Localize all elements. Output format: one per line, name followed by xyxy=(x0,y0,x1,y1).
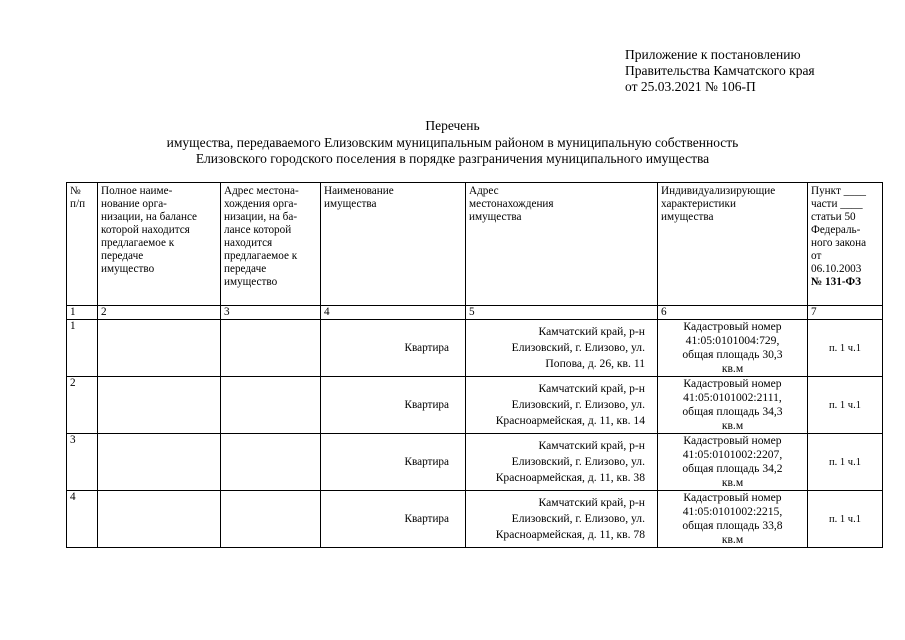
appendix-block xyxy=(625,47,815,95)
row-number: 1 xyxy=(67,320,98,377)
characteristics-cell: Кадастровый номер 41:05:0101002:2215, общая площадь 33,8 кв.м xyxy=(658,491,808,548)
appendix-line-2: Правительства Камчатского края xyxy=(625,63,815,78)
org-address-cell xyxy=(221,491,321,548)
row-number: 4 xyxy=(67,491,98,548)
header-cell: Полное наиме- нование орга- низации, на балансе которой находится предлагаемое к передаче имущество xyxy=(98,183,221,306)
property-name-cell: Квартира xyxy=(321,491,466,548)
property-address-cell: Камчатский край, р-н Елизовский, г. Елизово, ул. Красноармейская, д. 11, кв. 38 xyxy=(466,434,658,491)
law-point-cell: п. 1 ч.1 xyxy=(808,491,883,548)
property-name-cell: Квартира xyxy=(321,434,466,491)
characteristics-cell: Кадастровый номер 41:05:0101002:2111, общая площадь 34,3 кв.м xyxy=(658,377,808,434)
column-number-row xyxy=(67,306,883,320)
header-cell: № п/п xyxy=(67,183,98,306)
header-cell xyxy=(808,183,883,306)
title-line-2: имущества, передаваемого Елизовским муниципальным районом в муниципальную собственность xyxy=(166,134,739,150)
row-number: 3 xyxy=(67,434,98,491)
characteristics-cell: Кадастровый номер 41:05:0101004:729, общая площадь 30,3 кв.м xyxy=(658,320,808,377)
column-number: 4 xyxy=(321,306,466,320)
header-cell: Индивидуализирующие характеристики имущества xyxy=(658,183,808,306)
law-point-cell: п. 1 ч.1 xyxy=(808,377,883,434)
law-point-cell: п. 1 ч.1 xyxy=(808,434,883,491)
org-cell xyxy=(98,434,221,491)
property-address-cell: Камчатский край, р-н Елизовский, г. Елизово, ул. Красноармейская, д. 11, кв. 14 xyxy=(466,377,658,434)
column-number: 5 xyxy=(466,306,658,320)
header-law-number: № 131-ФЗ xyxy=(811,276,862,288)
title-line-3: Елизовского городского поселения в порядке разграничения муниципального имущества xyxy=(195,151,710,166)
header-cell: Адрес местонахождения имущества xyxy=(466,183,658,306)
header-cell: Наименование имущества xyxy=(321,183,466,306)
table-row xyxy=(67,491,883,548)
column-number: 2 xyxy=(98,306,221,320)
document-title xyxy=(0,118,905,168)
appendix-line-1: Приложение к постановлению xyxy=(625,47,801,62)
table-row xyxy=(67,320,883,377)
row-number: 2 xyxy=(67,377,98,434)
property-address-cell: Камчатский край, р-н Елизовский, г. Елизово, ул. Попова, д. 26, кв. 11 xyxy=(466,320,658,377)
characteristics-cell: Кадастровый номер 41:05:0101002:2207, общая площадь 34,2 кв.м xyxy=(658,434,808,491)
table-row xyxy=(67,377,883,434)
header-cell: Адрес местона- хождения орга- низации, на ба- лансе которой находится предлагаемое к передаче имущество xyxy=(221,183,321,306)
header-point-text: Пункт ____ части ____ статьи 50 Федераль- ного закона от 06.10.2003 xyxy=(811,185,867,275)
column-number: 1 xyxy=(67,306,98,320)
law-point-cell: п. 1 ч.1 xyxy=(808,320,883,377)
column-number: 3 xyxy=(221,306,321,320)
property-name-cell: Квартира xyxy=(321,320,466,377)
column-number: 7 xyxy=(808,306,883,320)
org-address-cell xyxy=(221,320,321,377)
appendix-line-3: от 25.03.2021 № 106-П xyxy=(625,79,756,94)
title-line-1: Перечень xyxy=(425,118,480,133)
table-row xyxy=(67,434,883,491)
column-number: 6 xyxy=(658,306,808,320)
org-cell xyxy=(98,320,221,377)
org-cell xyxy=(98,377,221,434)
org-address-cell xyxy=(221,434,321,491)
property-address-cell: Камчатский край, р-н Елизовский, г. Елизово, ул. Красноармейская, д. 11, кв. 78 xyxy=(466,491,658,548)
table-header-row xyxy=(67,183,883,306)
org-address-cell xyxy=(221,377,321,434)
property-name-cell: Квартира xyxy=(321,377,466,434)
org-cell xyxy=(98,491,221,548)
property-table xyxy=(66,182,883,548)
